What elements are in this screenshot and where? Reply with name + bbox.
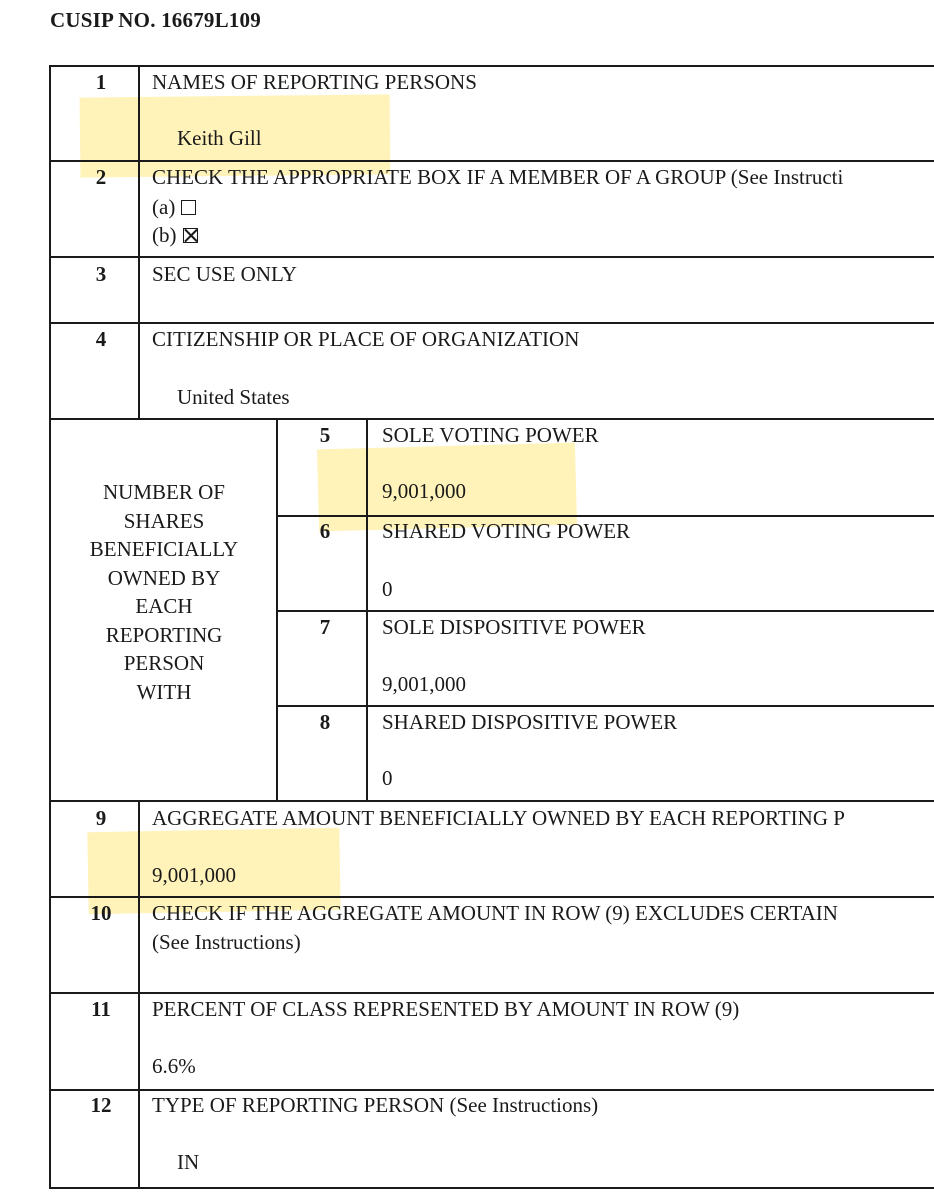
reporting-person-type-value: IN: [177, 1150, 200, 1174]
row-label: CITIZENSHIP OR PLACE OF ORGANIZATION: [152, 327, 580, 351]
row-number: 5: [319, 423, 331, 447]
shares-label-line: EACH: [135, 594, 193, 618]
row-label: CHECK IF THE AGGREGATE AMOUNT IN ROW (9) EXCLUDES CERTAIN: [152, 901, 838, 925]
shares-label-line: PERSON: [123, 651, 205, 675]
sole-dispositive-power-value: 9,001,000: [382, 672, 466, 696]
citizenship-value: United States: [177, 385, 290, 409]
row-number: 6: [319, 519, 331, 543]
row-line-7: [276, 705, 934, 707]
row-line-4: [49, 418, 934, 420]
percent-of-class-value: 6.6%: [152, 1054, 196, 1078]
option-a-label: (a): [152, 195, 176, 219]
shares-label-line: WITH: [136, 679, 192, 704]
shares-label-line: NUMBER OF: [103, 480, 225, 504]
row-line-8: [49, 800, 934, 802]
row-line-2: [49, 256, 934, 258]
row-number: 4: [95, 327, 107, 351]
shares-label-line: SHARES: [123, 508, 205, 533]
row-number: 7: [319, 615, 331, 639]
checkbox-b-checked-icon[interactable]: [183, 228, 198, 243]
row-label: TYPE OF REPORTING PERSON (See Instructions): [152, 1093, 599, 1117]
row-line-5: [276, 515, 934, 517]
shared-dispositive-power-value: 0: [382, 766, 393, 790]
row-label: NAMES OF REPORTING PERSONS: [152, 70, 477, 94]
row-line-6: [276, 610, 934, 612]
cusip-number: CUSIP NO. 16679L109: [50, 8, 261, 32]
row-line-10: [49, 992, 934, 994]
row-label-continued: (See Instructions): [152, 930, 301, 954]
checkbox-a-icon[interactable]: [181, 200, 196, 215]
row-number: 12: [90, 1093, 112, 1117]
row-line-1: [49, 160, 934, 162]
row-label: SHARED DISPOSITIVE POWER: [382, 710, 678, 734]
reporting-person-name: Keith Gill: [177, 126, 262, 150]
row-number: 8: [319, 710, 331, 734]
row-line-9: [49, 896, 934, 898]
table-border-top: [49, 65, 934, 67]
shared-voting-power-value: 0: [382, 577, 393, 601]
row-label: SOLE VOTING POWER: [382, 423, 599, 447]
row-label: CHECK THE APPROPRIATE BOX IF A MEMBER OF A GROUP (See Instructi: [152, 165, 844, 189]
aggregate-amount-value: 9,001,000: [152, 863, 236, 887]
row-label: SOLE DISPOSITIVE POWER: [382, 615, 646, 639]
row-number: 2: [95, 165, 107, 189]
shares-label-line: BENEFICIALLY: [89, 537, 239, 561]
row-number: 3: [95, 262, 107, 286]
row-label: PERCENT OF CLASS REPRESENTED BY AMOUNT IN ROW (9): [152, 997, 740, 1021]
row-label: SEC USE ONLY: [152, 262, 297, 286]
num-col-divider-bottom: [138, 801, 140, 1189]
row-label: SHARED VOTING POWER: [382, 519, 631, 543]
row-number: 10: [90, 901, 112, 925]
row-label: AGGREGATE AMOUNT BENEFICIALLY OWNED BY EACH REPORTING P: [152, 806, 845, 830]
shares-beneficially-owned-label: [49, 478, 279, 706]
table-border-bottom: [49, 1187, 934, 1189]
sole-voting-power-value: 9,001,000: [382, 479, 466, 503]
num-col-divider-top: [138, 65, 140, 420]
group-option-b: [152, 222, 198, 248]
row-number: 9: [95, 806, 107, 830]
option-b-label: (b): [152, 223, 177, 247]
group-option-a: [152, 194, 196, 220]
row-line-3: [49, 322, 934, 324]
shares-label-line: OWNED BY: [107, 565, 221, 590]
row-line-11: [49, 1089, 934, 1091]
row-number: 11: [91, 997, 111, 1021]
shares-label-line: REPORTING: [105, 622, 223, 647]
row-number: 1: [95, 70, 107, 94]
